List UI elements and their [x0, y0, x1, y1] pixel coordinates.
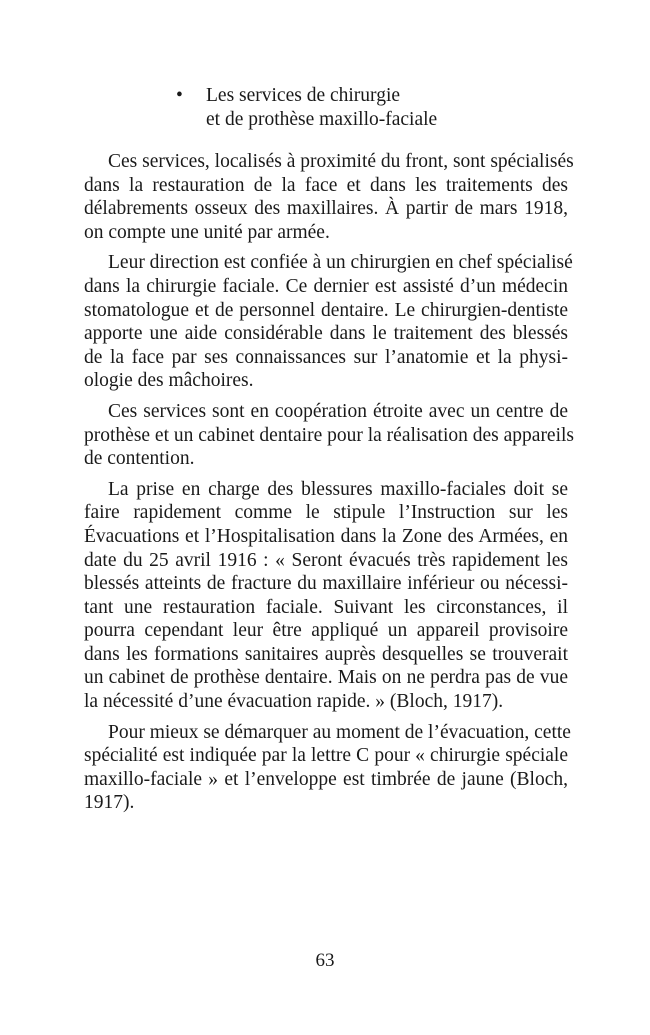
text-line: blessés atteints de fracture du maxillaire inférieur ou nécessi-: [84, 573, 568, 595]
text-line: dans la chirurgie faciale. Ce dernier est assisté d’un médecin: [84, 275, 568, 297]
text-line: spécialité est indiquée par la lettre C pour « chirurgie spéciale: [84, 745, 568, 767]
text-line: pourra cependant leur être appliqué un appareil provisoire: [84, 620, 568, 642]
text-line: Ces services sont en coopération étroite avec un centre de: [108, 400, 568, 422]
text-line: stomatologue et de personnel dentaire. Le chirurgien-dentiste: [84, 299, 568, 321]
section-heading-line: et de prothèse maxillo-faciale: [206, 109, 438, 130]
body-text: [84, 150, 575, 822]
text-line: de contention.: [84, 448, 195, 470]
text-line: tant une restauration faciale. Suivant les circonstances, il: [84, 596, 568, 618]
text-line: un cabinet de prothèse dentaire. Mais on ne perdra pas de vue: [84, 667, 568, 689]
paragraph: [84, 150, 574, 244]
text-line: de la face par ses connaissances sur l’anatomie et la physi-: [84, 346, 568, 368]
section-heading-line: Les services de chirurgie: [206, 85, 401, 106]
text-line: La prise en charge des blessures maxillo-faciales doit se: [108, 478, 568, 500]
text-line: date du 25 avril 1916 : « Seront évacués très rapidement les: [84, 549, 568, 571]
text-line: maxillo-faciale » et l’enveloppe est timbrée de jaune (Bloch,: [84, 768, 568, 790]
text-line: Leur direction est confiée à un chirurgien en chef spécialisé: [108, 252, 573, 274]
text-line: la nécessité d’une évacuation rapide. » (Bloch, 1917).: [84, 691, 504, 713]
text-line: Évacuations et l’Hospitalisation dans la Zone des Armées, en: [84, 525, 568, 547]
paragraph: [84, 721, 571, 815]
text-line: prothèse et un cabinet dentaire pour la réalisation des appareils: [84, 424, 575, 446]
text-line: Ces services, localisés à proximité du front, sont spécialisés: [108, 151, 574, 172]
bullet-icon: •: [176, 85, 183, 106]
paragraph: [84, 400, 575, 471]
text-line: apporte une aide considérable dans le traitement des blessés: [84, 323, 568, 345]
text-line: délabrements osseux des maxillaires. À partir de mars 1918,: [84, 198, 568, 220]
text-line: ologie des mâchoires.: [84, 370, 254, 392]
paragraph: [84, 478, 568, 714]
page-number: 63: [315, 950, 335, 971]
text-line: Pour mieux se démarquer au moment de l’évacuation, cette: [108, 721, 571, 743]
section-heading: [176, 84, 437, 132]
text-line: on compte une unité par armée.: [84, 221, 330, 243]
text-line: dans les formations sanitaires auprès desquelles se trouverait: [84, 643, 568, 665]
text-line: dans la restauration de la face et dans les traitements des: [84, 174, 568, 196]
text-line: 1917).: [84, 792, 135, 814]
paragraph: [84, 251, 573, 393]
text-line: faire rapidement comme le stipule l’Instruction sur les: [84, 502, 568, 524]
